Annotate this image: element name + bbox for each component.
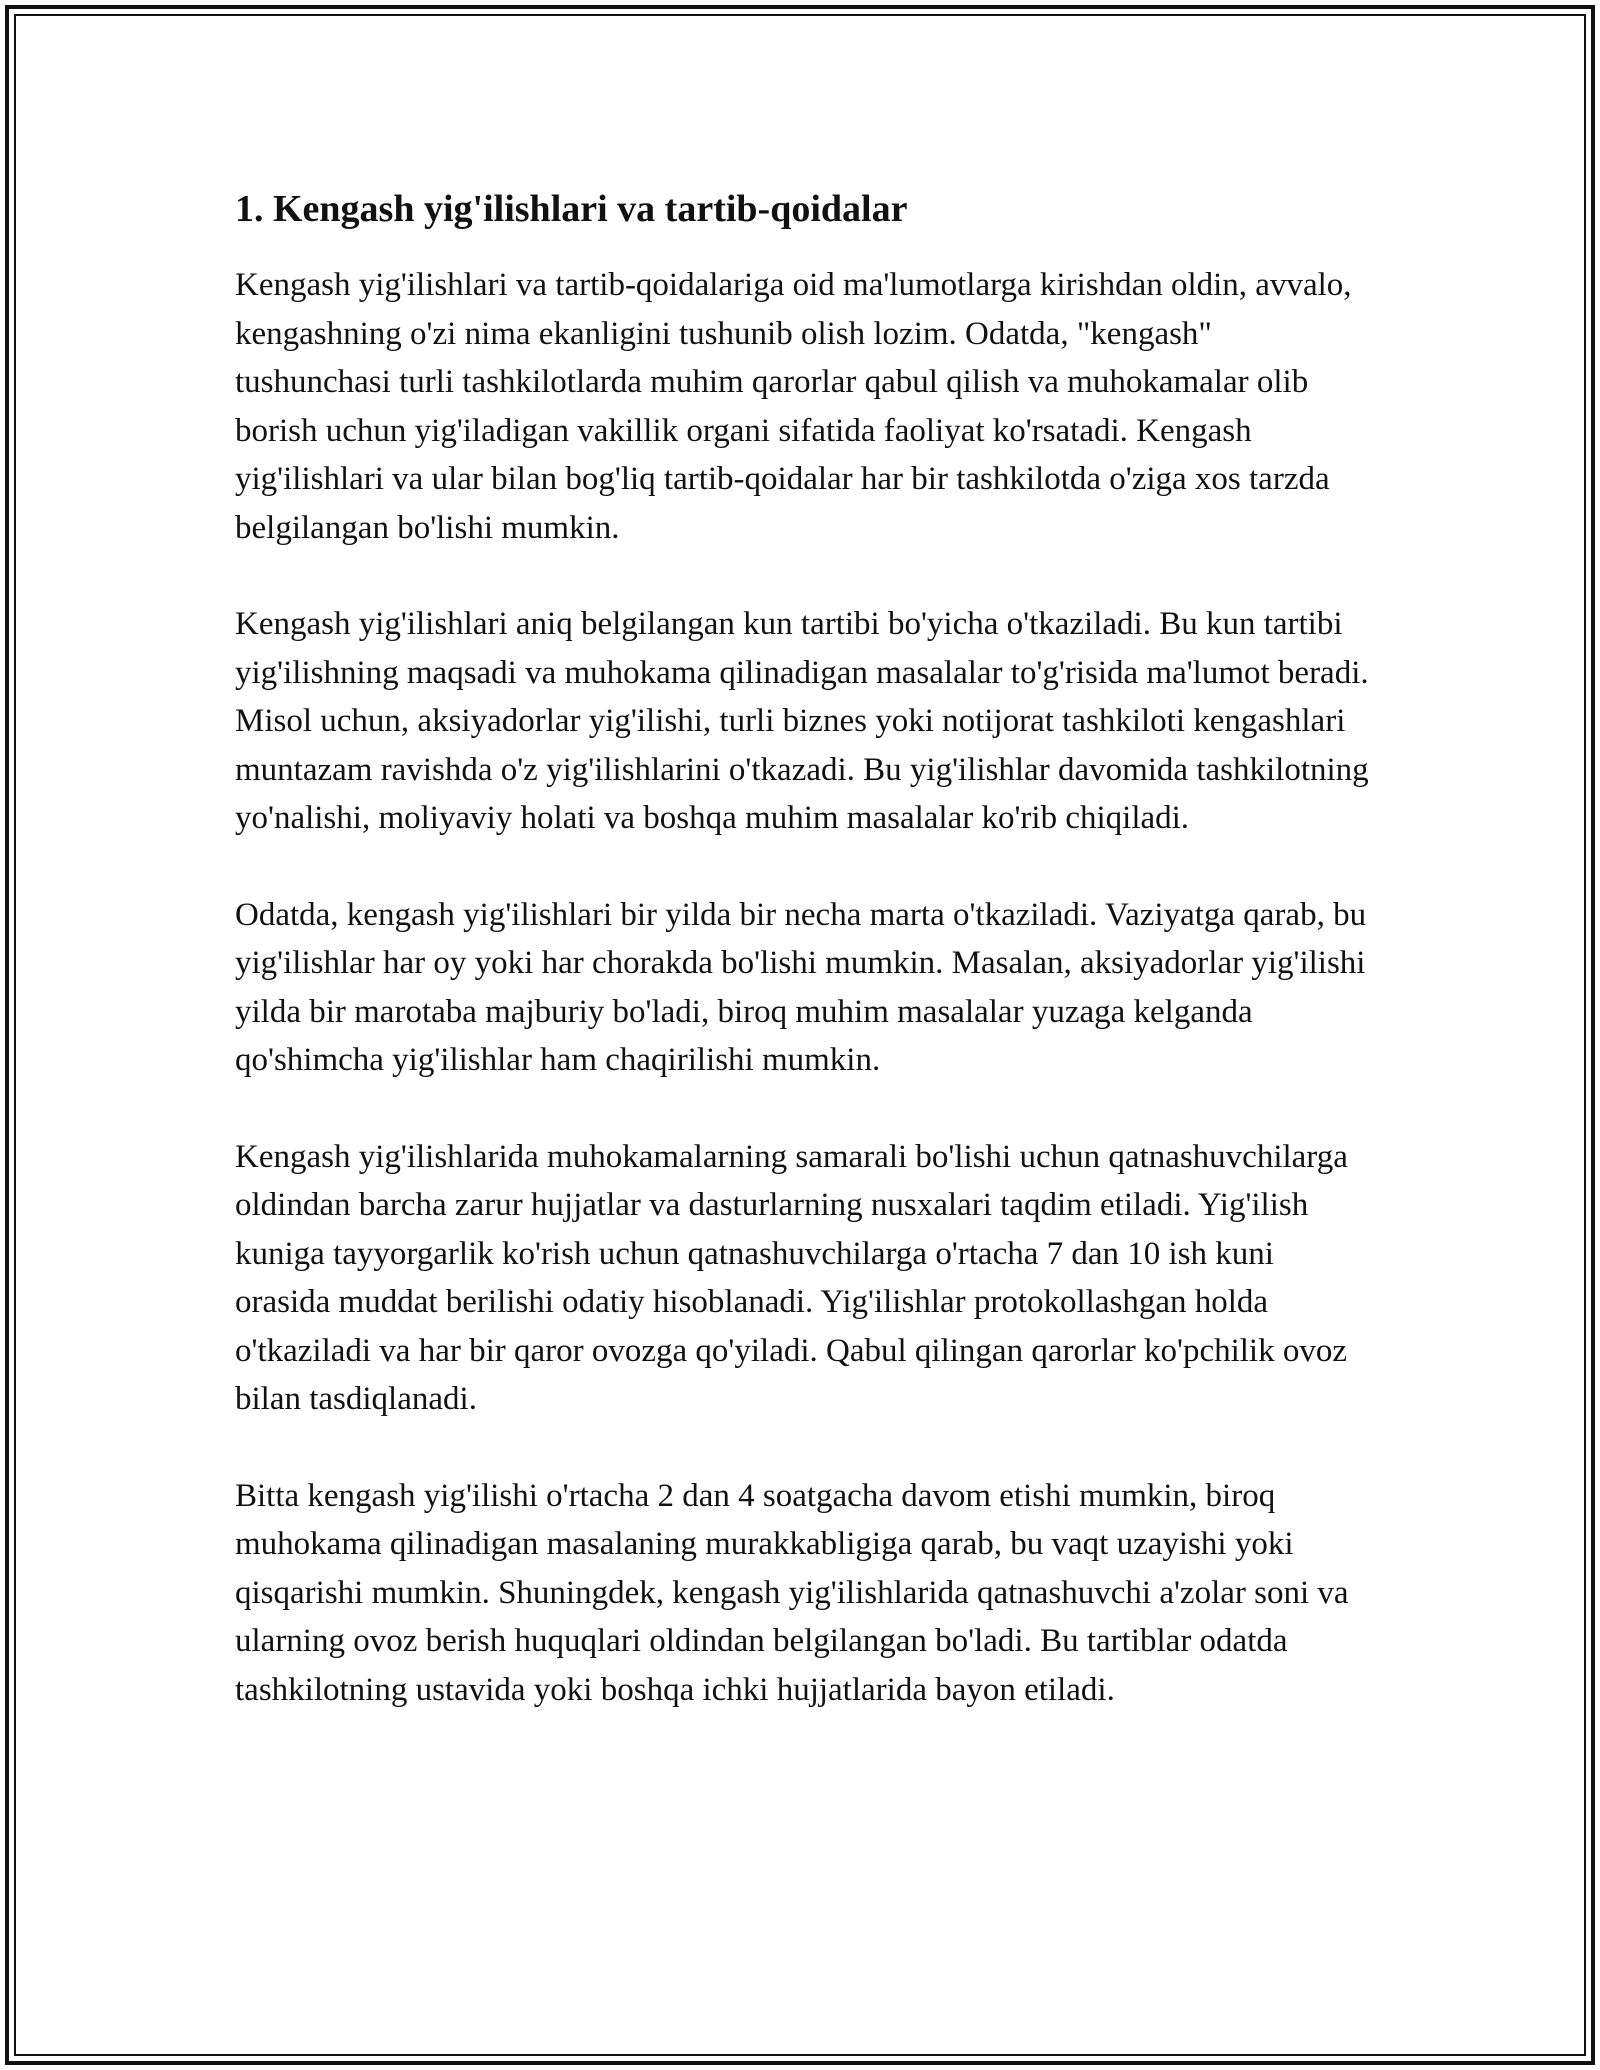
paragraph-4: Kengash yig'ilishlarida muhokamalarning samarali bo'lishi uchun qatnashuvchilarga oldindan barcha zarur hujjatlar va dasturlarning nusxalari taqdim etiladi. Yig'ilish kuniga tayyorgarlik ko'rish uchun qatnashuvchilarga o'rtacha 7 dan 10 ish kuni orasida muddat berilishi odatiy hisoblanadi. Yig'ilishlar protokollashgan holda o'tkaziladi va har bir qaror ovozga qo'yiladi. Qabul qilingan qarorlar ko'pchilik ovoz bilan tasdiqlanadi. <box>235 1138 1348 1417</box>
document-body <box>235 185 1375 1762</box>
paragraph-3: Odatda, kengash yig'ilishlari bir yilda bir necha marta o'tkaziladi. Vaziyatga qarab, bu yig'ilishlar har oy yoki har chorakda bo'lishi mumkin. Masalan, aksiyadorlar yig'ilishi yilda bir marotaba majburiy bo'ladi, biroq muhim masalalar yuzaga kelganda qo'shimcha yig'ilishlar ham chaqirilishi mumkin. <box>235 896 1367 1078</box>
paragraph-5: Bitta kengash yig'ilishi o'rtacha 2 dan 4 soatgacha davom etishi mumkin, biroq muhokama qilinadigan masalaning murakkabligiga qarab, bu vaqt uzayishi yoki qisqarishi mumkin. Shuningdek, kengash yig'ilishlarida qatnashuvchi a'zolar soni va ularning ovoz berish huquqlari oldindan belgilangan bo'ladi. Bu tartiblar odatda tashkilotning ustavida yoki boshqa ichki hujjatlarida bayon etiladi. <box>235 1477 1349 1708</box>
section-heading: 1. Kengash yig'ilishlari va tartib-qoidalar <box>235 188 908 230</box>
paragraph-2: Kengash yig'ilishlari aniq belgilangan kun tartibi bo'yicha o'tkaziladi. Bu kun tartibi yig'ilishning maqsadi va muhokama qilinadigan masalalar to'g'risida ma'lumot beradi. Misol uchun, aksiyadorlar yig'ilishi, turli biznes yoki notijorat tashkiloti kengashlari muntazam ravishda o'z yig'ilishlarini o'tkazadi. Bu yig'ilishlar davomida tashkilotning yo'nalishi, moliyaviy holati va boshqa muhim masalalar ko'rib chiqiladi. <box>235 606 1369 836</box>
paragraph-1: Kengash yig'ilishlari va tartib-qoidalariga oid ma'lumotlarga kirishdan oldin, avvalo, kengashning o'zi nima ekanligini tushunib olish lozim. Odatda, "kengash" tushunchasi turli tashkilotlarda muhim qarorlar qabul qilish va muhokamalar olib borish uchun yig'iladigan vakillik organi sifatida faoliyat ko'rsatadi. Kengash yig'ilishlari va ular bilan bog'liq tartib-qoidalar har bir tashkilotda o'ziga xos tarzda belgilangan bo'lishi mumkin. <box>235 267 1352 546</box>
